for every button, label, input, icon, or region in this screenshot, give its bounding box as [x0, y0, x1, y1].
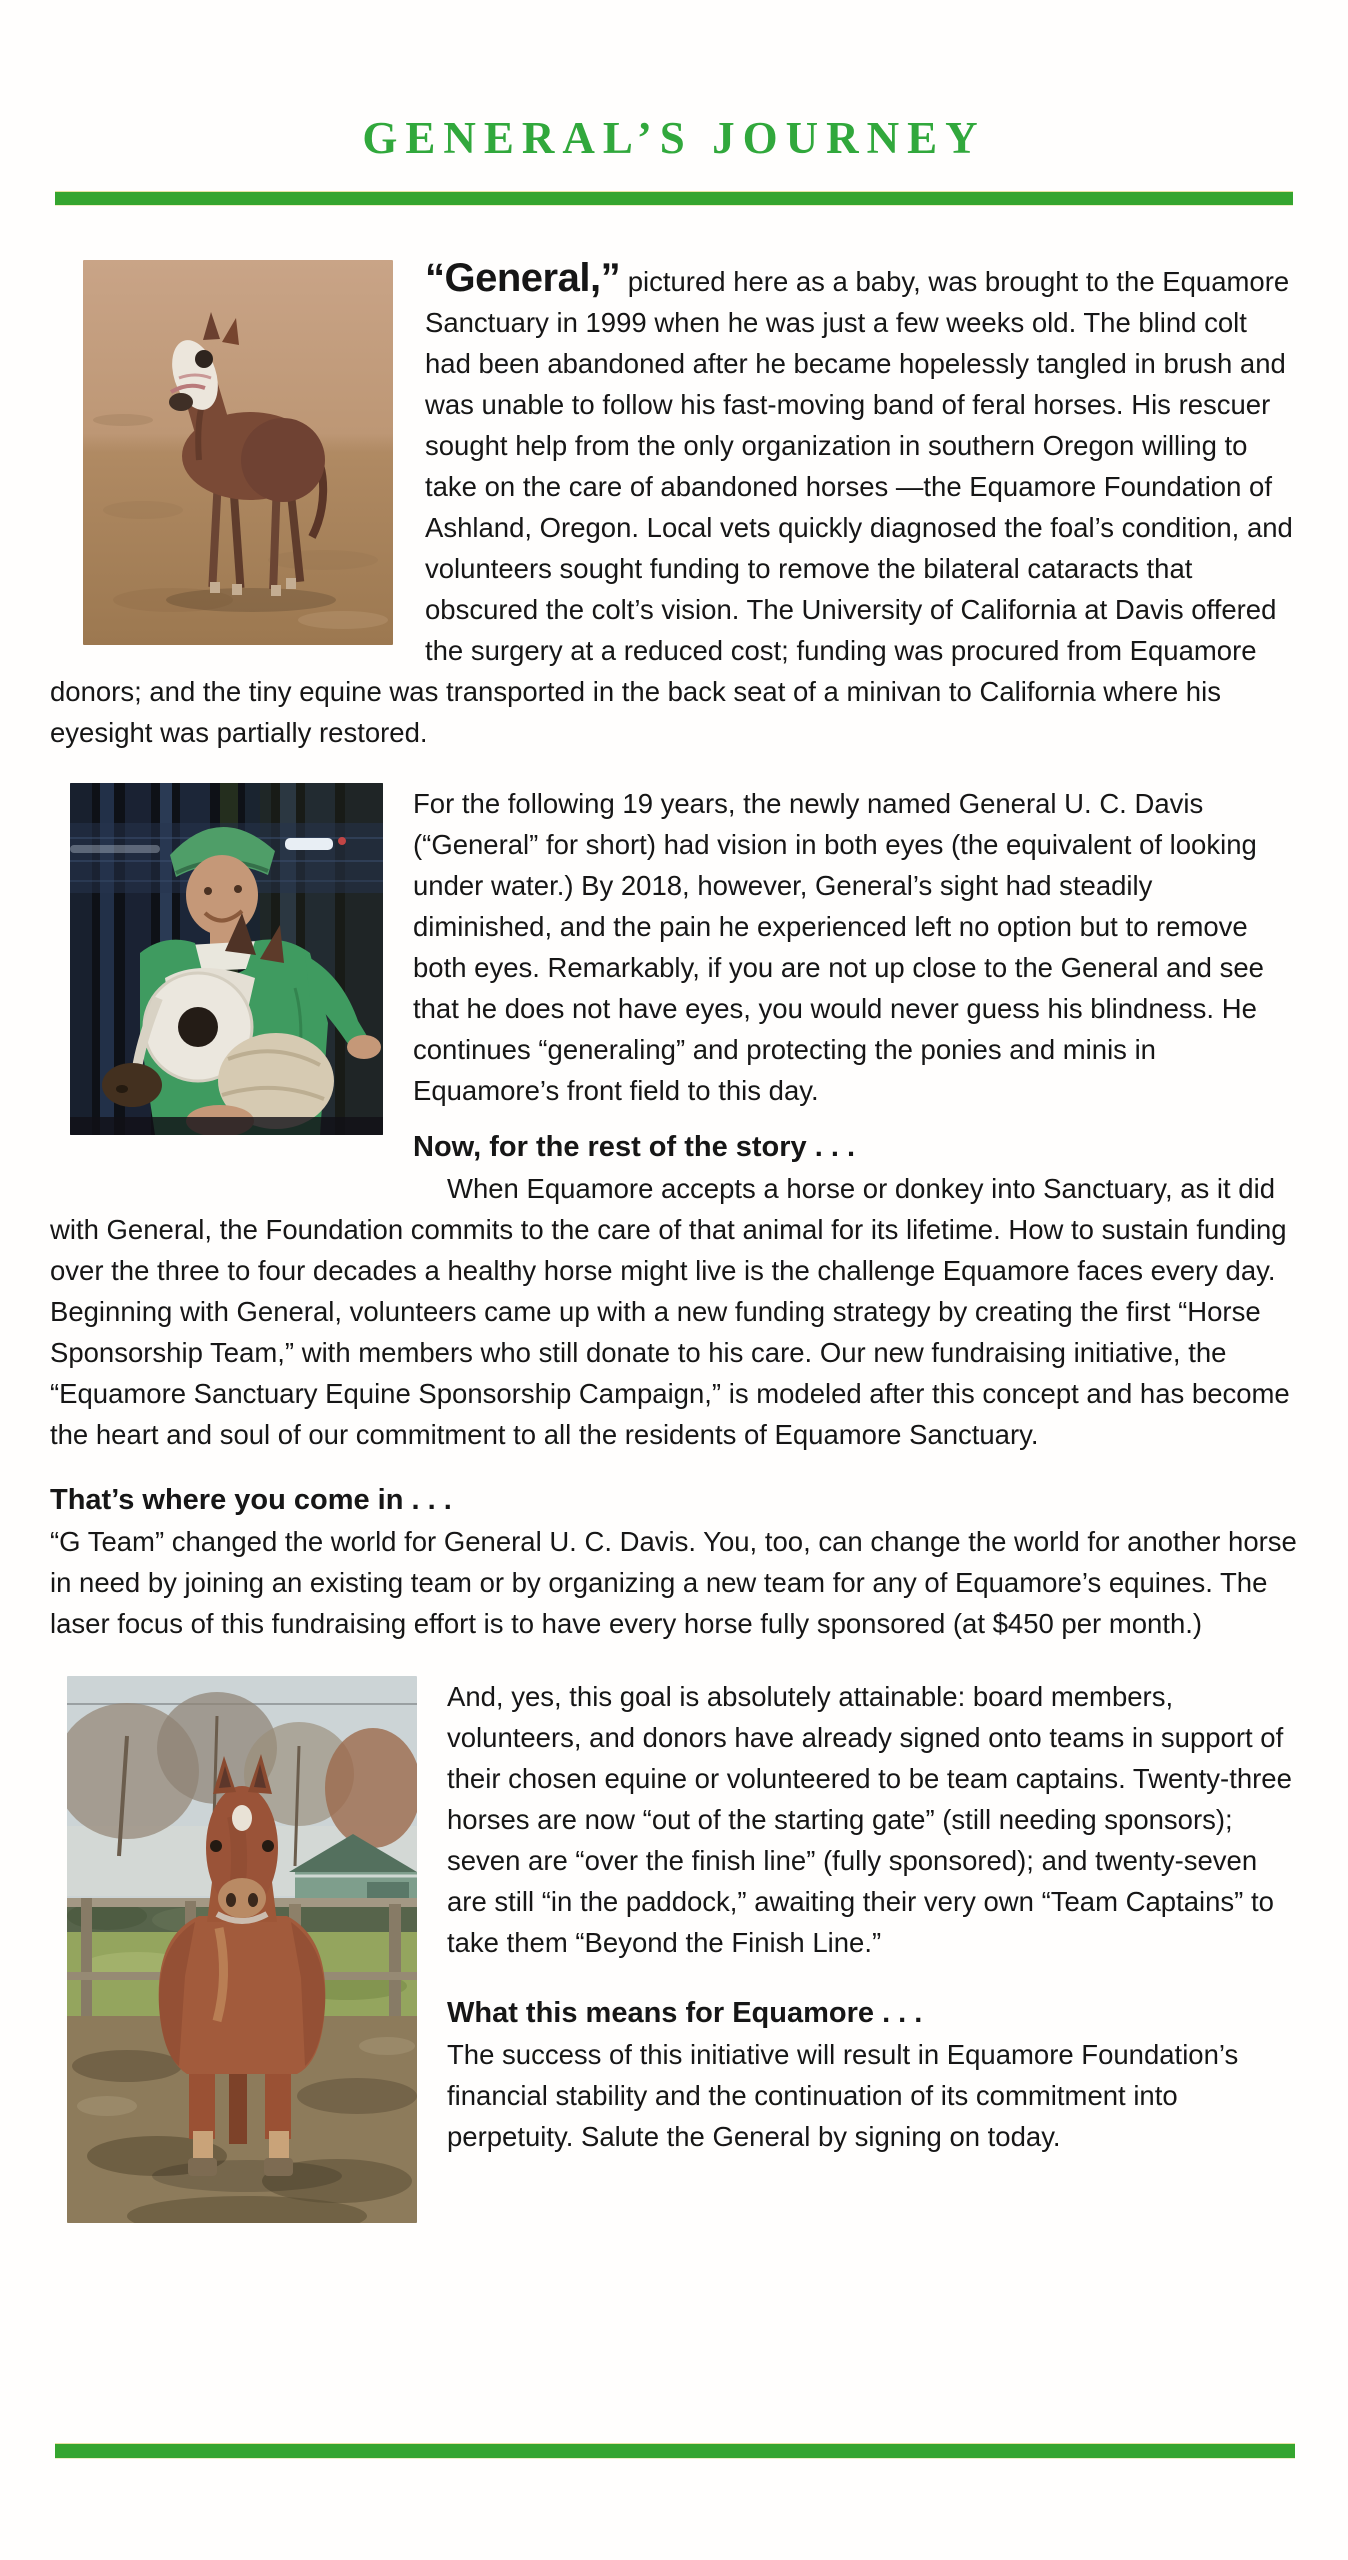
bottom-divider	[55, 2443, 1295, 2459]
come-in-heading: That’s where you come in . . .	[50, 1484, 452, 1516]
means-paragraph: The success of this initiative will result in Equamore Foundation’s financial stability and the continuation of its commitment into perpetuity. Salute the General by signing on today.	[447, 2039, 1239, 2152]
rest-of-story-heading: Now, for the rest of the story . . .	[413, 1131, 856, 1163]
come-in-paragraph: “G Team” changed the world for General U. C. Davis. You, too, can change the world for another horse in need by joining an existing team or by organizing a new team for any of Equamore’s equines. The laser focus of this fundraising effort is to have every horse fully sponsored (at $450 per month.)	[50, 1526, 1297, 1639]
section-come-in	[50, 1480, 1298, 1644]
section-intro	[50, 258, 1298, 753]
section-goal	[50, 1676, 1298, 2157]
history-paragraph: For the following 19 years, the newly named General U. C. Davis (“General” for short) had vision in both eyes (the equivalent of looking under water.) By 2018, however, General’s sight had steadily diminished, and the pain he experienced left no option but to remove both eyes. Remarkably, if you are not up close to the General and see that he does not have eyes, you would never guess his blindness. He continues “generaling” and protecting the ponies and minis in Equamore’s front field to this day.	[413, 788, 1264, 1106]
goal-paragraph: And, yes, this goal is absolutely attainable: board members, volunteers, and donors have already signed onto teams in support of their chosen equine or volunteered to be team captains. Twenty-three horses are now “out of the starting gate” (still needing sponsors); seven are “over the finish line” (fully sponsored); and twenty-seven are still “in the paddock,” awaiting their very own “Team Captains” to take them “Beyond the Finish Line.”	[447, 1681, 1292, 1958]
intro-text: pictured here as a baby, was brought to the Equamore Sanctuary in 1999 when he was just a few weeks old. The blind colt had been abandoned after he became hopelessly tangled in brush and was unable to follow his fast-moving band of feral horses. His rescuer sought help from the only organization in southern Oregon willing to take on the care of abandoned horses —the Equamore Foundation of Ashland, Oregon. Local vets quickly diagnosed the foal’s condition, and volunteers sought funding to remove the bilateral cataracts that obscured the colt’s vision. The University of California at Davis offered the surgery at a reduced cost; funding was procured from Equamore donors; and the tiny equine was transported in the back seat of a minivan to California where his eyesight was partially restored.	[50, 266, 1293, 748]
foal-photo	[83, 260, 393, 645]
top-divider	[55, 191, 1293, 206]
surgery-photo	[70, 783, 383, 1135]
intro-lead: “General,”	[425, 256, 621, 300]
rest-of-story-paragraph: When Equamore accepts a horse or donkey into Sanctuary, as it did with General, the Foundation commits to the care of that animal for its lifetime. How to sustain funding over the three to four decades a healthy horse might live is the challenge Equamore faces every day. Beginning with General, volunteers came up with a new funding strategy by creating the first “Horse Sponsorship Team,” with members who still donate to his care. Our new fundraising initiative, the “Equamore Sanctuary Equine Sponsorship Campaign,” is modeled after this concept and has become the heart and soul of our commitment to all the residents of Equamore Sanctuary.	[50, 1173, 1290, 1450]
adult-horse-photo	[67, 1676, 417, 2223]
section-history	[50, 783, 1298, 1455]
means-heading: What this means for Equamore . . .	[447, 1997, 923, 2029]
article-body	[0, 258, 1348, 2157]
page-title: GENERAL’S JOURNEY	[362, 113, 986, 163]
